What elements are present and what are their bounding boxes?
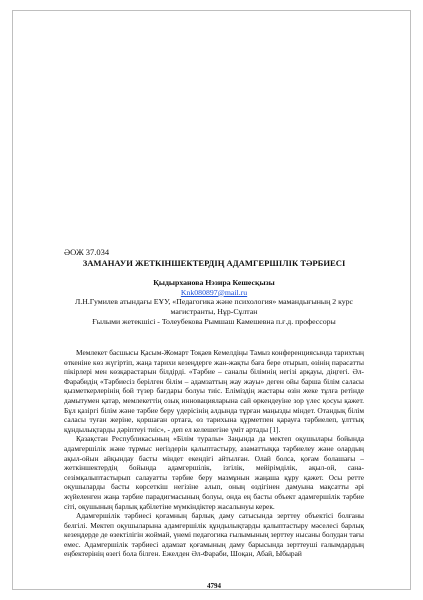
supervisor-line: Ғылыми жетекшісі - Толеубекова Рымшаш Камешевна п.ғ.д. профессоры [92,316,336,326]
affiliation-line-1: Л.Н.Гумилев атындағы ЕҰУ, «Педагогика және психология» мамандығының 2 курс [74,297,354,307]
body-paragraph: Адамгершілік тәрбиесі қоғамның барлық даму сатысында зерттеу объектісі болғаны белгілі. Мектеп оқушыларына адамгершілік құндылықтарды қалыптастыру мәселесі барлық кезеңдерде де өзектілігін жоймай, үнемі педагогика ғылымының зерттеу нысаны болудан тағы емес. Адамгершілік тәрбиесі адамзат қоғамының даму барысында зерттеуші ғалымдардың еңбектерінің өзегі бола білген. Ежелден Әл-Фараби, Шоқан, Абай, Ыбырай [64,511,364,559]
author-block [64,278,364,327]
article-title: ЗАМАНАУИ ЖЕТКІНШЕКТЕРДІҢ АДАМГЕРШІЛІК ТӘРБИЕСІ [82,258,346,268]
page-number: 4794 [207,582,221,590]
author-email-link[interactable]: Knk080897@mail.ru [180,287,248,297]
article-body [64,348,364,559]
udk-code: ӘОЖ 37.034 [64,247,110,257]
affiliation-line-2: магистранты, Нұр-Сұлтан [170,307,258,317]
body-paragraph: Мемлекет басшысы Қасым-Жомарт Тоқаев Кемелдіңы Тамыз конференциясында тарихтың өткеніне көз жүгіртіп, жаңа тарихи кезеңдерге жан-жақты баға бере отырып, өзінің парасатты пікірлері мен көзқарастарын білдірді. «Тәрбие – саналы білімнің негізі арқауы, діңгегі. Әл-Фарабидің «Тәрбиесіз берілген білім – адамзаттың жау жауы» деген ойы барша білім саласы қызметкерлерінің бой түзер бағдары болуы тиіс. Еліміздің жастары өзін жеке тұлға ретінде дамытумен қатар, мемлекеттің озық инновацияларына сай өркендеуіне зор үлес қосуы қажет. Бұл қазіргі білім және тәрбие беру үдерісінің алдында тұрған маңызды міндет. Отандық білім саласы туған жеріне, қоршаған ортаға, өз тарихына құрметпен қарауға тәрбиелеп, ұлттық құндылықтарды дәріптеуі тиіс», - деп ел келешегіне үміт артады [1]. [64,348,364,434]
author-name: Қыдырханова Нэзира Кешесқызы [153,278,275,287]
body-paragraph: Қазақстан Республикасының «Білім туралы» Заңында да мектеп оқушылары бойында адамгершілік және тұрмыс негіздерін қалыптастыру, азаматтыққа тәрбиелеу және олардың ақыл-ойын айқындау басты міндет екендігі айтылған. Олай болса, қоғам болашағы – жеткіншектердің бойында адамгершілік, ізгілік, мейірімділік, ақыл-ой, сана-сезімқалыптастырып салауатты тәрбие беру мазмұнын жаңаша құру қажет. Осы ретте оқушыларды басты көрсеткіш негізіне алып, оның өздігінен дамуына мақсатты әрі жүйеленген жаңа тәрбие парадигмасының болуы, онда ең басты объект адамгершілік тәрбие сіті, оқушының барлық қабілетіне мүмкіндіктер жасалынуы керек. [64,434,364,511]
